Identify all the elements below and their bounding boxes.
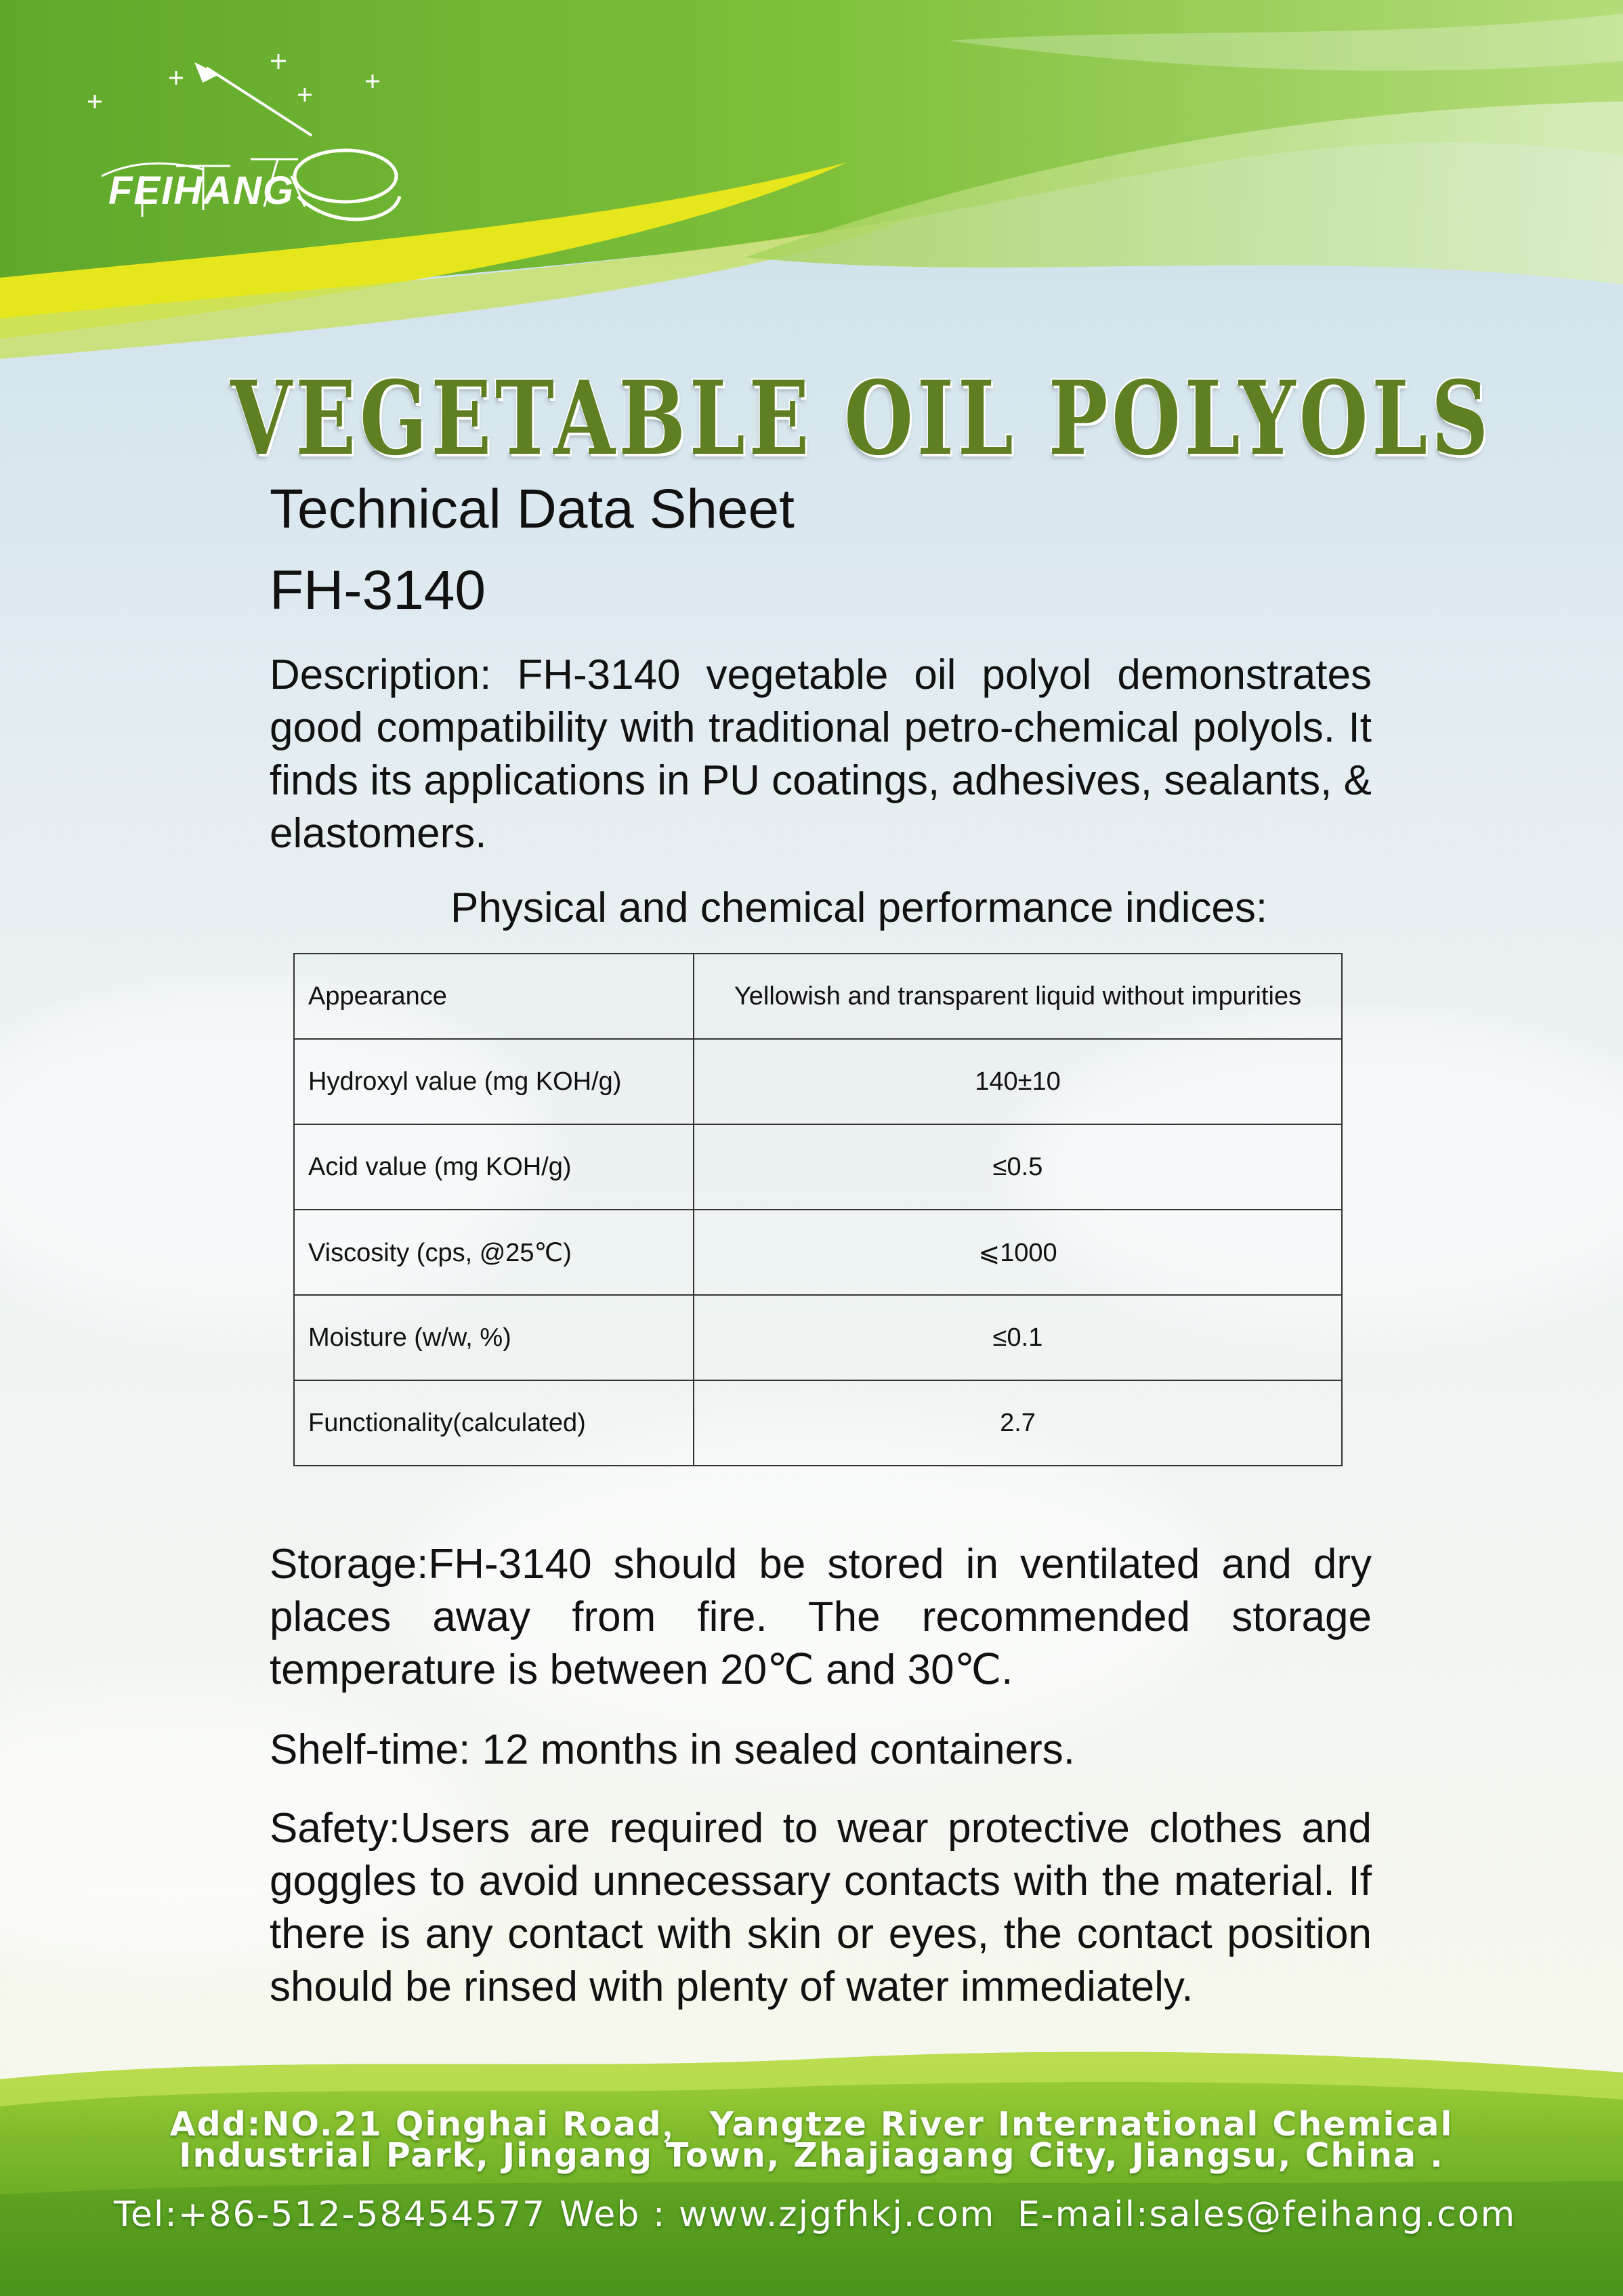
description-paragraph: Description: FH-3140 vegetable oil polyol demonstrates good compatibility with traditional petro-chemical polyols. It finds its applications in PU coatings, adhesives, sealants, & elastomers. [270,652,1372,857]
property-cell: Hydroxyl value (mg KOH/g) [294,1039,694,1124]
table-row [294,1295,1342,1380]
value-cell: Yellowish and transparent liquid without impurities [694,954,1342,1039]
safety-paragraph: Safety:Users are required to wear protective clothes and goggles to avoid unnecessary contacts with the material. If there is any contact with skin or eyes, the contact position should be rinsed with plenty of water immediately. [270,1805,1372,2010]
table-row [294,954,1342,1039]
value-cell: 140±10 [694,1039,1342,1124]
product-code: FH-3140 [270,559,486,621]
logo-wordmark: FEIHANG [108,169,295,213]
footer-tel: Tel:+86-512-58454577 [114,2194,547,2235]
document-subtitle: Technical Data Sheet [270,478,795,540]
property-cell: Acid value (mg KOH/g) [294,1124,694,1210]
spec-table [293,953,1343,1466]
page-title: VEGETABLE OIL POLYOLS [230,359,1492,478]
footer-address-line-1: Add:NO.21 Qinghai Road， Yangtze River International Chemical [169,2105,1454,2144]
property-cell: Viscosity (cps, @25℃) [294,1210,694,1295]
value-cell: ≤0.5 [694,1124,1342,1210]
property-cell: Moisture (w/w, %) [294,1295,694,1380]
table-row [294,1039,1342,1124]
value-cell: ≤0.1 [694,1295,1342,1380]
property-cell: Functionality(calculated) [294,1380,694,1466]
footer-address-line-2: Industrial Park, Jingang Town, Zhajiagang City, Jiangsu, China . [179,2136,1444,2175]
value-cell: ⩽1000 [694,1210,1342,1295]
value-cell: 2.7 [694,1380,1342,1466]
footer-email-link[interactable]: E-mail:sales@feihang.com [1017,2194,1517,2235]
table-row [294,1210,1342,1295]
table-row [294,1124,1342,1210]
storage-paragraph: Storage:FH-3140 should be stored in ventilated and dry places away from fire. The recommended storage temperature is between 20℃ and 30℃. [270,1541,1372,1693]
table-row [294,1380,1342,1466]
footer-web-link[interactable]: Web : www.zjgfhkj.com [560,2194,996,2235]
property-cell: Appearance [294,954,694,1039]
table-caption: Physical and chemical performance indices: [450,885,1268,931]
shelf-time-paragraph: Shelf-time: 12 months in sealed containers. [270,1726,1075,1773]
